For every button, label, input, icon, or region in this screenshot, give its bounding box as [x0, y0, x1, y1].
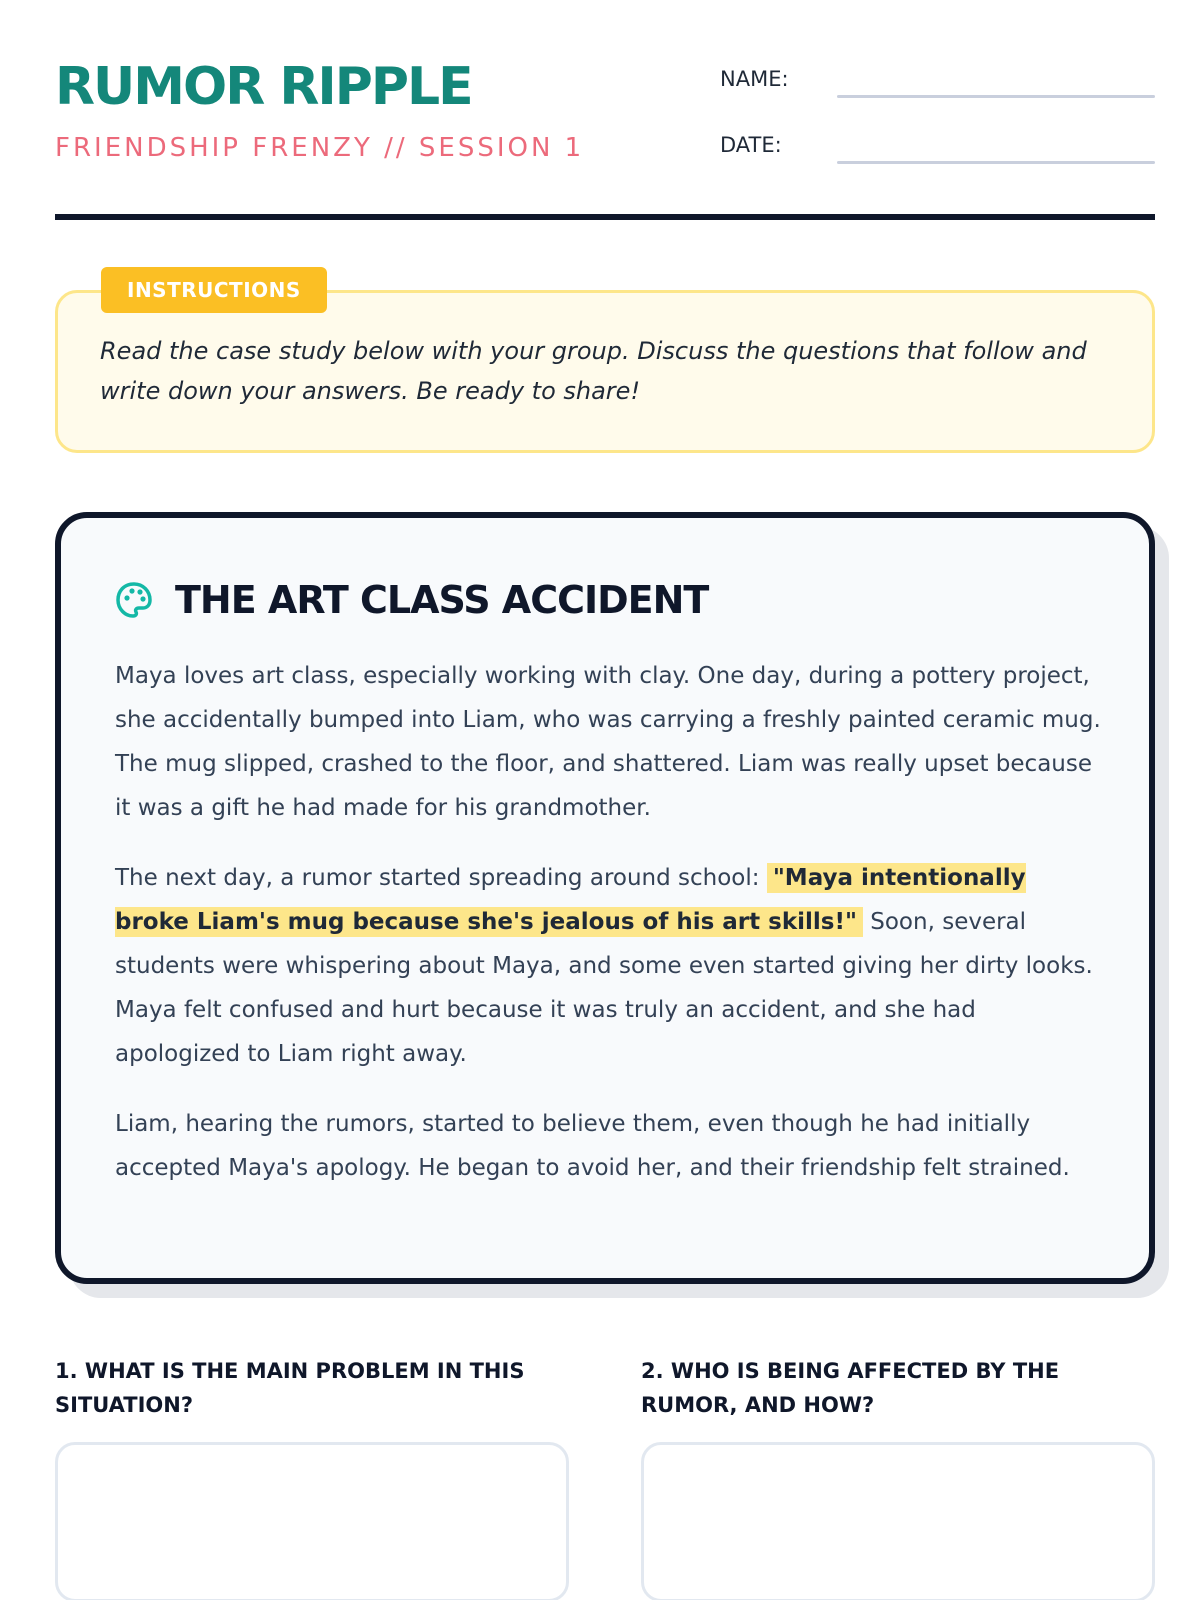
- case-text: Soon, several students were whispering about Maya, and some even started giving her dirty looks. Maya felt confused and hurt because it was truly an accident, and she had apologized to Liam right away.: [115, 909, 1093, 1067]
- case-paragraph: [115, 856, 1105, 1076]
- instructions-text: Read the case study below with your group. Discuss the questions that follow and write down your answers. Be ready to share!: [100, 337, 1087, 405]
- case-text: The next day, a rumor started spreading around school:: [115, 865, 767, 891]
- case-study-card: [55, 512, 1155, 1284]
- rumor-highlight: "Maya intentionally broke Liam's mug because she's jealous of his art skills!": [115, 865, 1026, 935]
- instructions-box: [55, 278, 1155, 453]
- date-label: DATE:: [720, 133, 782, 157]
- name-field[interactable]: [837, 95, 1155, 98]
- question-2: 2. WHO IS BEING AFFECTED BY THE RUMOR, AND HOW?: [641, 1359, 1060, 1417]
- worksheet-header: [55, 55, 1155, 225]
- page-title: RUMOR RIPPLE: [55, 57, 472, 117]
- case-paragraph: Liam, hearing the rumors, started to believe them, even though he had initially accepted Maya's apology. He began to avoid her, and their friendship felt strained.: [115, 1111, 1070, 1181]
- date-field[interactable]: [837, 161, 1155, 164]
- case-study-title: THE ART CLASS ACCIDENT: [175, 578, 709, 622]
- page-subtitle: FRIENDSHIP FRENZY // SESSION 1: [55, 133, 585, 163]
- answer-box-1[interactable]: [55, 1442, 569, 1600]
- question-1: 1. WHAT IS THE MAIN PROBLEM IN THIS SITUATION?: [55, 1359, 525, 1417]
- name-label: NAME:: [720, 67, 789, 91]
- instructions-badge: INSTRUCTIONS: [101, 267, 327, 313]
- answer-box-2[interactable]: [641, 1442, 1155, 1600]
- palette-icon: [114, 580, 154, 620]
- case-study-body: [115, 654, 1105, 1216]
- case-paragraph: Maya loves art class, especially working with clay. One day, during a pottery project, she accidentally bumped into Liam, who was carrying a freshly painted ceramic mug. The mug slipped, crashed to the floor, and shattered. Liam was really upset because it was a gift he had made for his grandmother.: [115, 663, 1101, 821]
- header-divider: [55, 214, 1155, 220]
